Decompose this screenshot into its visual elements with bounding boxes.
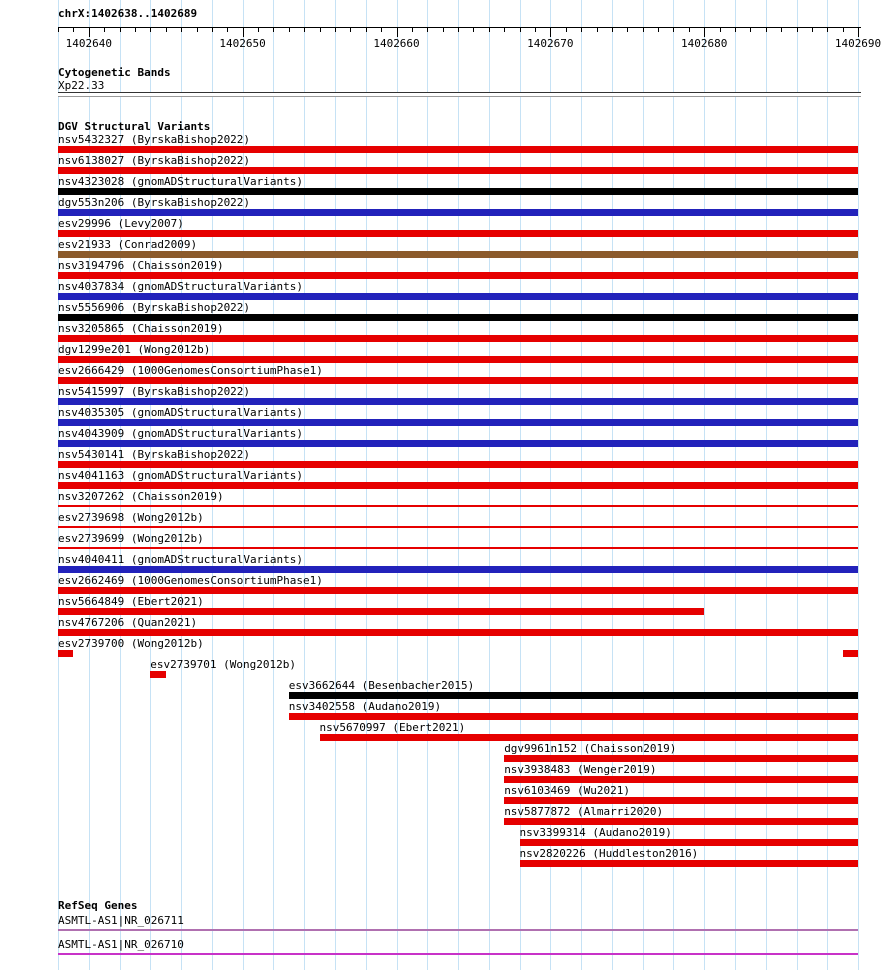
variant-bar[interactable] — [58, 629, 858, 636]
refseq-track — [0, 915, 890, 967]
variant-bar[interactable] — [58, 167, 858, 174]
ruler-minor-tick — [381, 28, 382, 32]
ruler-line — [58, 27, 861, 28]
section-title-dgv-structural-variants: DGV Structural Variants — [58, 120, 211, 133]
variant-bar[interactable] — [58, 526, 858, 528]
variant-bar[interactable] — [504, 776, 858, 783]
variant-bar[interactable] — [58, 440, 858, 447]
variant-bar[interactable] — [58, 566, 858, 573]
ruler-minor-tick — [427, 28, 428, 32]
ruler-tick-label: 1402690 — [834, 37, 882, 50]
ruler-minor-tick — [797, 28, 798, 32]
variant-bar[interactable] — [289, 692, 858, 699]
variant-bar[interactable] — [320, 734, 859, 741]
variant-label[interactable]: esv2739699 (Wong2012b) — [58, 532, 204, 545]
ruler-minor-tick — [212, 28, 213, 32]
variant-label[interactable]: esv3662644 (Besenbacher2015) — [288, 679, 475, 692]
ruler-minor-tick — [766, 28, 767, 32]
ruler-minor-tick — [150, 28, 151, 32]
ruler-minor-tick — [520, 28, 521, 32]
variant-bar[interactable] — [58, 587, 858, 594]
variant-bar[interactable] — [504, 818, 858, 825]
variant-label[interactable]: nsv3194796 (Chaisson2019) — [58, 259, 224, 272]
variant-bar[interactable] — [58, 188, 858, 195]
ruler-minor-tick — [566, 28, 567, 32]
ruler-minor-tick — [535, 28, 536, 32]
ruler-tick-label: 1402650 — [219, 37, 266, 50]
ruler-minor-tick — [473, 28, 474, 32]
variant-label[interactable]: dgv1299e201 (Wong2012b) — [58, 343, 211, 356]
variant-bar[interactable] — [58, 230, 858, 237]
variant-label[interactable]: nsv3207262 (Chaisson2019) — [58, 490, 224, 503]
variant-label[interactable]: esv29996 (Levy2007) — [58, 217, 184, 230]
dgv-track — [0, 134, 890, 871]
ruler-minor-tick — [673, 28, 674, 32]
ruler-major-tick — [397, 28, 398, 37]
ruler-minor-tick — [735, 28, 736, 32]
ruler-minor-tick — [350, 28, 351, 32]
ruler-minor-tick — [627, 28, 628, 32]
ruler-minor-tick — [135, 28, 136, 32]
variant-bar[interactable] — [520, 860, 859, 867]
ruler-tick-label: 1402680 — [681, 37, 728, 50]
variant-bar[interactable] — [58, 356, 858, 363]
ruler-minor-tick — [643, 28, 644, 32]
variant-label[interactable]: nsv5415997 (ByrskaBishop2022) — [58, 385, 251, 398]
ruler-minor-tick — [366, 28, 367, 32]
variant-label[interactable]: esv21933 (Conrad2009) — [58, 238, 198, 251]
ruler-minor-tick — [166, 28, 167, 32]
variant-bar[interactable] — [58, 547, 858, 549]
variant-label[interactable]: nsv3938483 (Wenger2019) — [504, 763, 657, 776]
variant-bar[interactable] — [58, 398, 858, 405]
variant-bar[interactable] — [58, 209, 858, 216]
variant-bar[interactable] — [58, 461, 858, 468]
ruler-minor-tick — [58, 28, 59, 32]
variant-bar[interactable] — [58, 482, 858, 489]
ruler-minor-tick — [612, 28, 613, 32]
variant-bar[interactable] — [58, 272, 858, 279]
ruler-major-tick — [858, 28, 859, 37]
ruler-major-tick — [89, 28, 90, 37]
variant-label[interactable]: esv2666429 (1000GenomesConsortiumPhase1) — [58, 364, 323, 377]
ruler-major-tick — [704, 28, 705, 37]
variant-label[interactable]: nsv3402558 (Audano2019) — [288, 700, 442, 713]
variant-label[interactable]: nsv4323028 (gnomADStructuralVariants) — [58, 175, 304, 188]
ruler-minor-tick — [273, 28, 274, 32]
variant-bar[interactable] — [58, 419, 858, 426]
gene-label[interactable]: ASMTL-AS1|NR_026710 — [58, 938, 184, 951]
variant-label[interactable]: nsv4035305 (gnomADStructuralVariants) — [58, 406, 304, 419]
variant-label[interactable]: nsv4037834 (gnomADStructuralVariants) — [58, 280, 304, 293]
ruler-tick-label: 1402640 — [65, 37, 112, 50]
variant-label[interactable]: nsv3205865 (Chaisson2019) — [58, 322, 224, 335]
ruler-minor-tick — [335, 28, 336, 32]
variant-bar[interactable] — [58, 293, 858, 300]
ruler-minor-tick — [827, 28, 828, 32]
ruler-minor-tick — [581, 28, 582, 32]
variant-label[interactable]: esv2739701 (Wong2012b) — [150, 658, 296, 671]
variant-label[interactable]: dgv553n206 (ByrskaBishop2022) — [58, 196, 251, 209]
variant-label[interactable]: nsv5556906 (ByrskaBishop2022) — [58, 301, 251, 314]
variant-label[interactable]: esv2662469 (1000GenomesConsortiumPhase1) — [58, 574, 323, 587]
variant-label[interactable]: nsv2820226 (Huddleston2016) — [519, 847, 699, 860]
ruler-major-tick — [550, 28, 551, 37]
ruler-minor-tick — [720, 28, 721, 32]
ruler-minor-tick — [781, 28, 782, 32]
variant-label[interactable]: esv2739700 (Wong2012b) — [58, 637, 204, 650]
variant-bar[interactable] — [289, 713, 858, 720]
variant-label[interactable]: nsv6138027 (ByrskaBishop2022) — [58, 154, 251, 167]
variant-bar[interactable] — [150, 671, 165, 678]
ruler-minor-tick — [658, 28, 659, 32]
ruler-minor-tick — [597, 28, 598, 32]
ruler-minor-tick — [750, 28, 751, 32]
ruler-minor-tick — [504, 28, 505, 32]
variant-label[interactable]: nsv5432327 (ByrskaBishop2022) — [58, 133, 251, 146]
variant-label[interactable]: dgv9961n152 (Chaisson2019) — [504, 742, 677, 755]
ruler-minor-tick — [412, 28, 413, 32]
gene-line[interactable] — [58, 929, 858, 931]
variant-label[interactable]: nsv5877872 (Almarri2020) — [504, 805, 664, 818]
variant-bar[interactable] — [58, 251, 858, 258]
variant-label[interactable]: nsv4041163 (gnomADStructuralVariants) — [58, 469, 304, 482]
variant-bar[interactable] — [504, 755, 858, 762]
ruler-major-tick — [243, 28, 244, 37]
ruler-minor-tick — [843, 28, 844, 32]
variant-bar[interactable] — [58, 314, 858, 321]
ruler-minor-tick — [689, 28, 690, 32]
ruler-minor-tick — [304, 28, 305, 32]
ruler-minor-tick — [443, 28, 444, 32]
ruler-minor-tick — [258, 28, 259, 32]
variant-bar[interactable] — [58, 146, 858, 153]
ruler-minor-tick — [458, 28, 459, 32]
ruler-minor-tick — [120, 28, 121, 32]
variant-label[interactable]: nsv5430141 (ByrskaBishop2022) — [58, 448, 251, 461]
ruler-minor-tick — [489, 28, 490, 32]
variant-bar[interactable] — [58, 377, 858, 384]
ruler-minor-tick — [227, 28, 228, 32]
ruler-tick-label: 1402670 — [527, 37, 574, 50]
section-title-cytogenetic-bands: Cytogenetic Bands — [58, 66, 171, 79]
variant-bar[interactable] — [58, 335, 858, 342]
ruler-minor-tick — [73, 28, 74, 32]
variant-label[interactable]: nsv6103469 (Wu2021) — [504, 784, 631, 797]
ruler-tick-label: 1402660 — [373, 37, 420, 50]
gene-line[interactable] — [58, 953, 858, 955]
gene-label[interactable]: ASMTL-AS1|NR_026711 — [58, 914, 184, 927]
variant-label[interactable]: nsv4767206 (Quan2021) — [58, 616, 198, 629]
variant-label[interactable]: nsv5664849 (Ebert2021) — [58, 595, 204, 608]
section-title-refseq-genes: RefSeq Genes — [58, 899, 138, 912]
variant-bar[interactable] — [520, 839, 859, 846]
ruler-minor-tick — [320, 28, 321, 32]
variant-label[interactable]: esv2739698 (Wong2012b) — [58, 511, 204, 524]
ruler-minor-tick — [104, 28, 105, 32]
variant-label[interactable]: nsv5670997 (Ebert2021) — [319, 721, 466, 734]
ruler-minor-tick — [181, 28, 182, 32]
variant-bar[interactable] — [58, 505, 858, 507]
ruler-minor-tick — [289, 28, 290, 32]
variant-bar[interactable] — [504, 797, 858, 804]
cytoband-label: Xp22.33 — [58, 79, 105, 92]
variant-label[interactable]: nsv4040411 (gnomADStructuralVariants) — [58, 553, 304, 566]
region-title: chrX:1402638..1402689 — [58, 7, 198, 20]
variant-bar[interactable] — [58, 608, 704, 615]
variant-label[interactable]: nsv4043909 (gnomADStructuralVariants) — [58, 427, 304, 440]
cytoband-glyph[interactable] — [58, 92, 861, 97]
variant-bar[interactable] — [58, 650, 73, 657]
variant-bar[interactable] — [843, 650, 858, 657]
variant-label[interactable]: nsv3399314 (Audano2019) — [519, 826, 672, 839]
ruler-minor-tick — [197, 28, 198, 32]
ruler-minor-tick — [812, 28, 813, 32]
